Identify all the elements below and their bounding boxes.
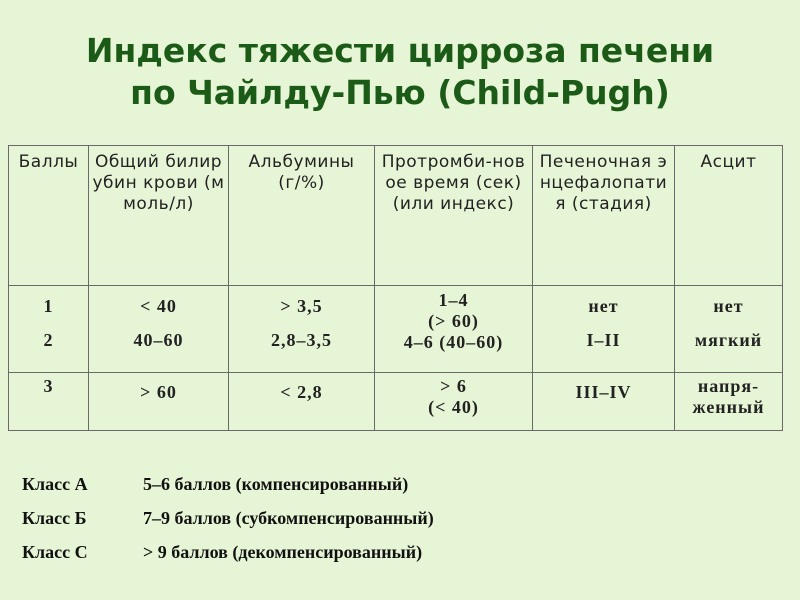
header-bilirubin: Общий билирубин крови (ммоль/л) xyxy=(89,146,229,286)
cell-ascites xyxy=(675,286,783,373)
class-name: Класс С xyxy=(22,542,88,562)
cell-prothrombin xyxy=(375,373,533,431)
cell-prothrombin xyxy=(375,286,533,373)
class-legend xyxy=(22,474,434,576)
cell-ascites xyxy=(675,373,783,431)
cell-encephalopathy xyxy=(533,373,675,431)
cell-bilirubin xyxy=(89,286,229,373)
score-value: 1 xyxy=(43,296,54,316)
ascites-value: женный xyxy=(692,397,765,417)
albumin-value: > 3,5 xyxy=(280,296,323,316)
child-pugh-table xyxy=(8,145,783,431)
encephalopathy-value: I–II xyxy=(586,330,621,350)
title-line-1: Индекс тяжести цирроза печени xyxy=(85,31,715,70)
class-name: Класс А xyxy=(22,474,88,494)
header-encephalopathy: Печеночная энцефалопатия (стадия) xyxy=(533,146,675,286)
title-line-2: по Чайлду-Пью (Child-Pugh) xyxy=(130,73,670,112)
class-row xyxy=(22,474,434,508)
bilirubin-value: < 40 xyxy=(140,296,177,316)
class-name: Класс Б xyxy=(22,508,87,528)
prothrombin-value: > 6 xyxy=(440,376,467,396)
bilirubin-value: > 60 xyxy=(140,382,177,402)
header-albumin: Альбумины (г/%) xyxy=(229,146,375,286)
table-header-row xyxy=(9,146,783,286)
class-row xyxy=(22,542,434,576)
ascites-value: мягкий xyxy=(694,330,763,350)
score-value: 2 xyxy=(43,330,54,350)
cell-encephalopathy xyxy=(533,286,675,373)
class-description: 7–9 баллов (субкомпенсированный) xyxy=(143,508,434,528)
prothrombin-value: (< 40) xyxy=(428,397,479,417)
cell-albumin xyxy=(229,373,375,431)
table-row xyxy=(9,373,783,431)
albumin-value: 2,8–3,5 xyxy=(271,330,332,350)
prothrombin-value: 4–6 (40–60) xyxy=(403,332,504,352)
encephalopathy-value: III–IV xyxy=(575,382,632,402)
cell-albumin xyxy=(229,286,375,373)
encephalopathy-value: нет xyxy=(588,296,619,316)
cell-score xyxy=(9,286,89,373)
prothrombin-value: (> 60) xyxy=(428,311,479,331)
bilirubin-value: 40–60 xyxy=(133,330,184,350)
class-description: 5–6 баллов (компенсированный) xyxy=(143,474,409,494)
score-value: 3 xyxy=(43,376,54,396)
class-row xyxy=(22,508,434,542)
header-prothrombin: Протромби-новое время (сек) (или индекс) xyxy=(375,146,533,286)
cell-bilirubin xyxy=(89,373,229,431)
slide-title xyxy=(0,30,800,114)
ascites-value: напря- xyxy=(697,376,760,396)
class-description: > 9 баллов (декомпенсированный) xyxy=(143,542,423,562)
header-ascites: Асцит xyxy=(675,146,783,286)
table-row xyxy=(9,286,783,373)
cell-score xyxy=(9,373,89,431)
ascites-value: нет xyxy=(713,296,744,316)
prothrombin-value: 1–4 xyxy=(438,290,469,310)
header-points: Баллы xyxy=(9,146,89,286)
albumin-value: < 2,8 xyxy=(280,382,323,402)
